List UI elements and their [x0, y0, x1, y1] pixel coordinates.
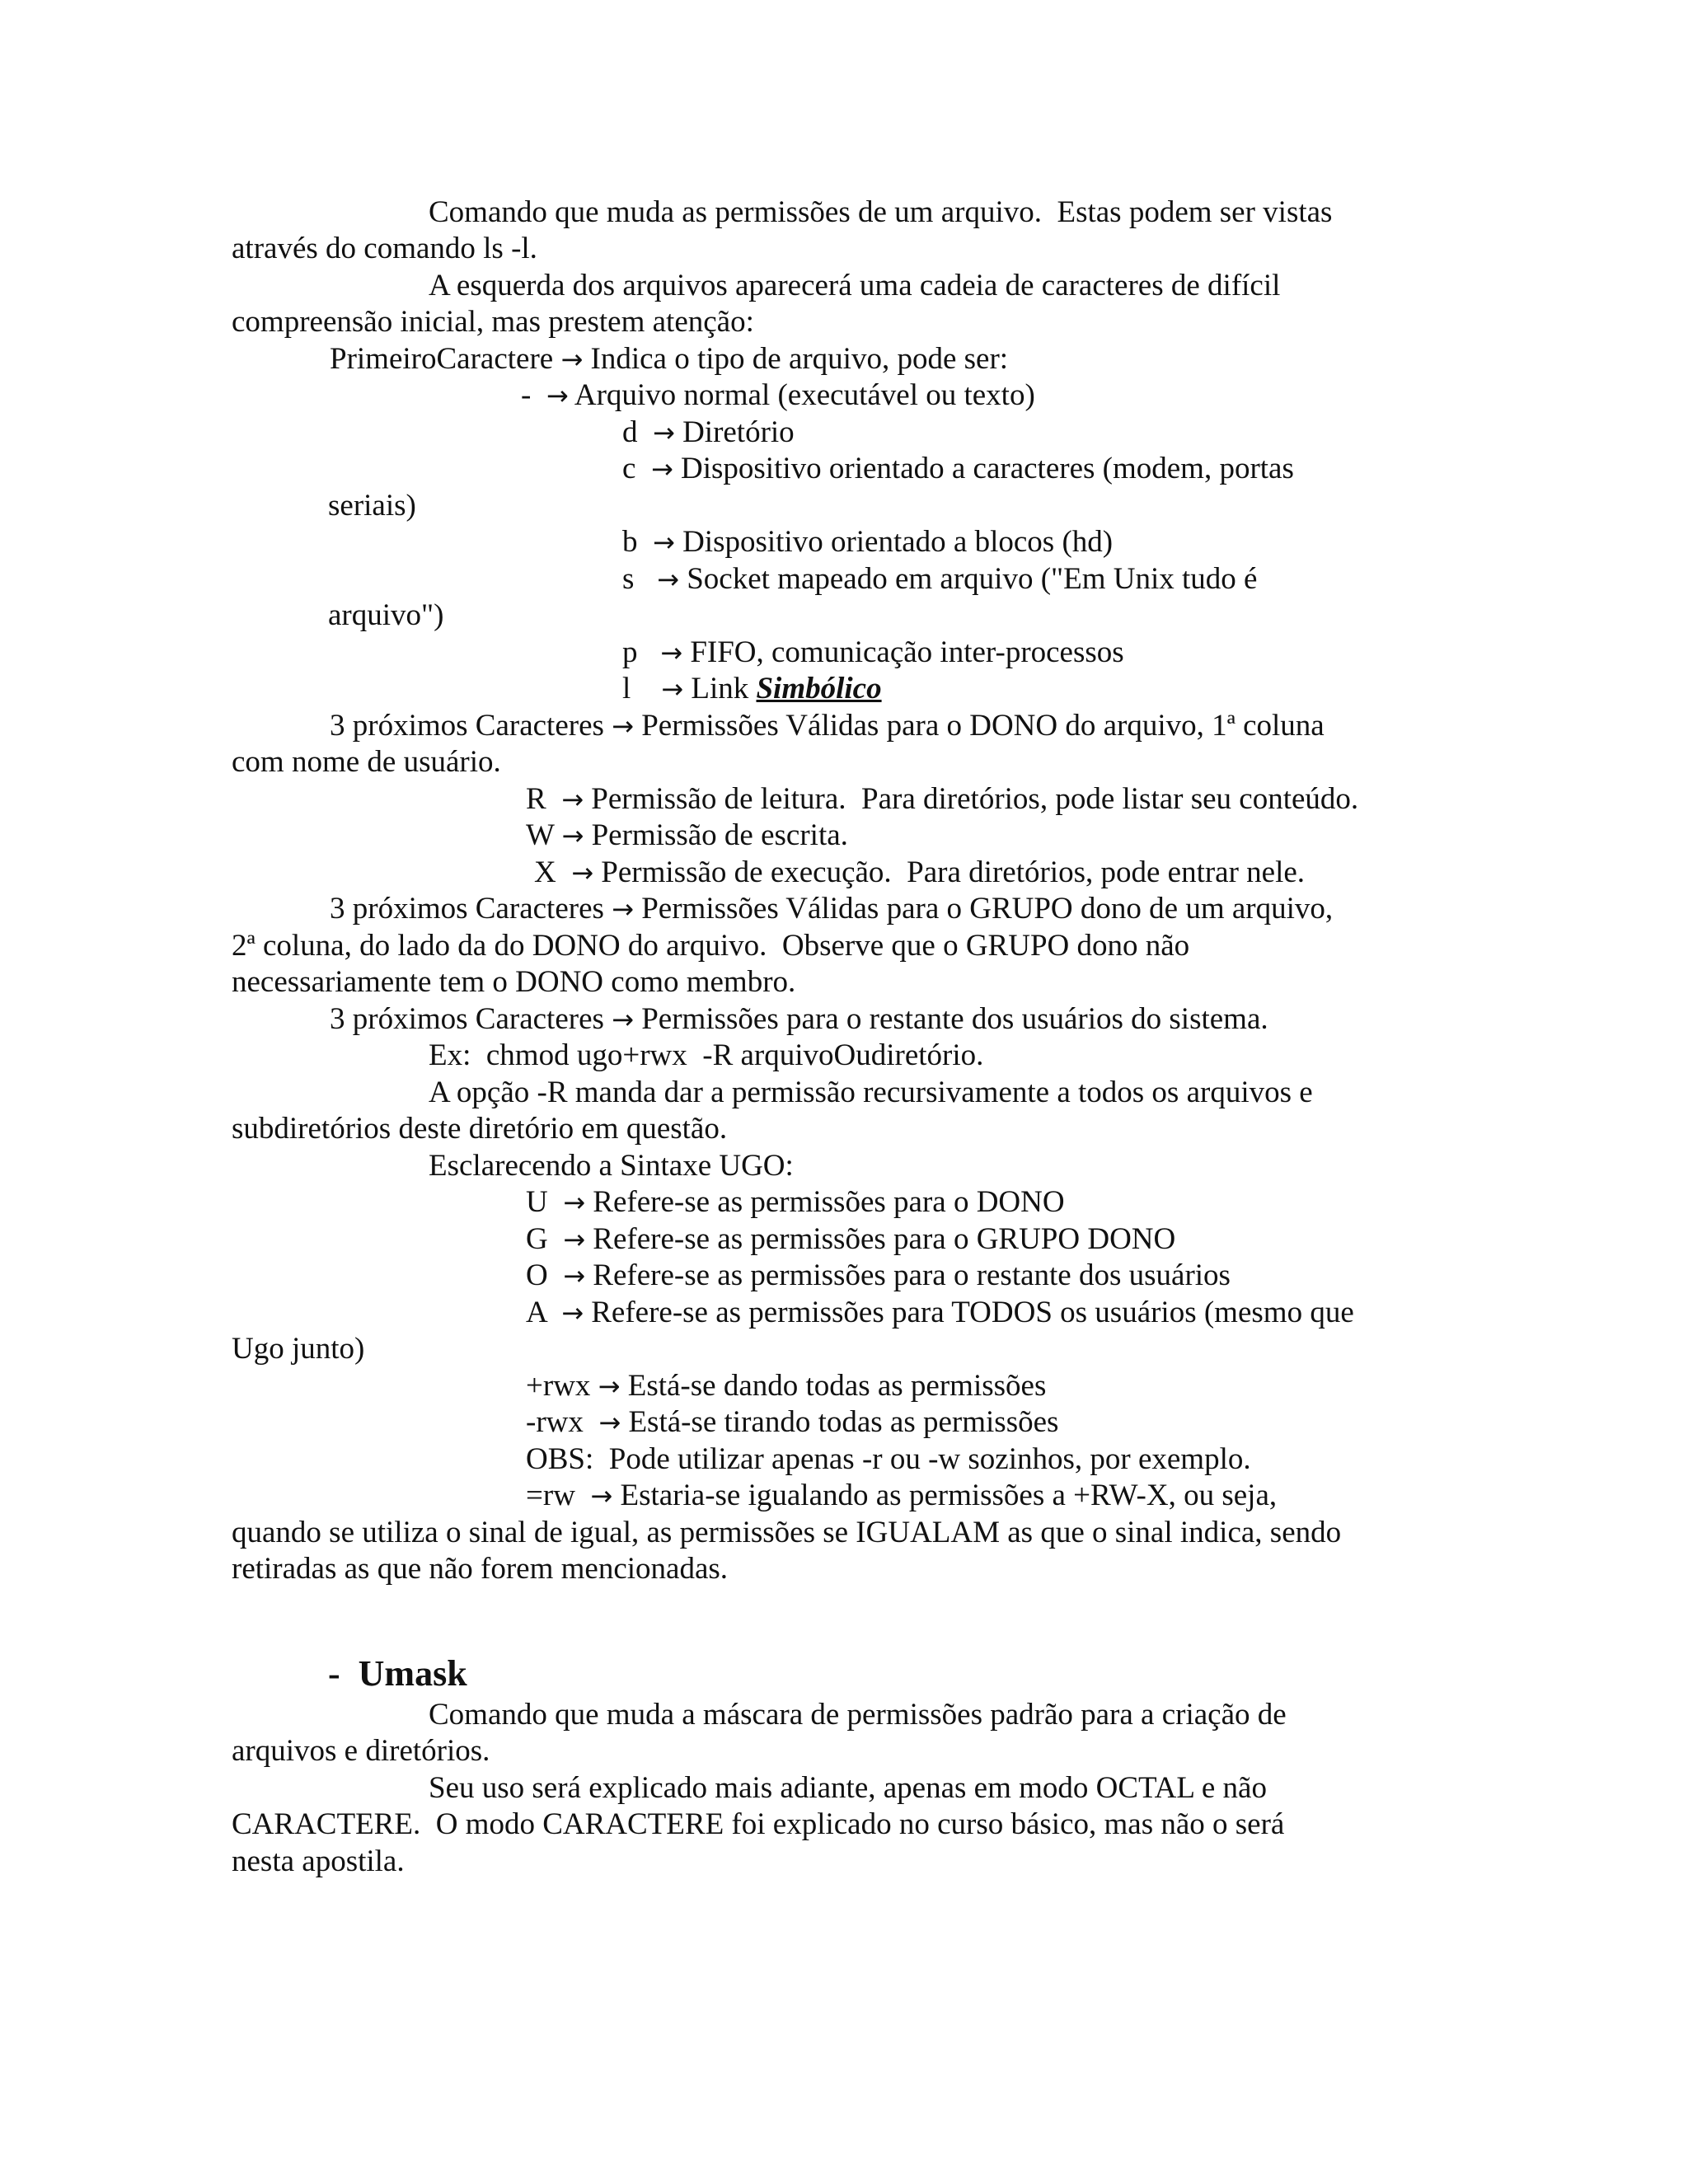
others-perms-desc: Permissões para o restante dos usuários do sistema. [641, 1002, 1268, 1036]
group-perms-line [330, 891, 1333, 927]
arrow-icon: → [657, 564, 679, 595]
file-type-item [622, 451, 1294, 487]
file-type-key: d [622, 415, 638, 449]
file-type-item [622, 415, 795, 451]
ugo-desc: Refere-se as permissões para o GRUPO DONO [593, 1222, 1176, 1256]
arrow-icon: → [661, 673, 684, 705]
ugo-title: Esclarecendo a Sintaxe UGO: [429, 1149, 794, 1183]
owner-perms-line-2: com nome de usuário. [232, 745, 501, 779]
file-type-desc: Socket mapeado em arquivo ("Em Unix tudo é [687, 562, 1258, 596]
minus-rwx-line [526, 1404, 1058, 1441]
file-type-desc: Dispositivo orientado a blocos (hd) [682, 525, 1114, 559]
perm-key: X [534, 855, 556, 889]
perm-desc: Permissão de leitura. Para diretórios, pode listar seu conteúdo. [591, 782, 1359, 816]
r-option-line-2: subdiretórios deste diretório em questão. [232, 1112, 728, 1146]
ugo-desc: Refere-se as permissões para TODOS os usuários (mesmo que [591, 1296, 1354, 1329]
plus-rwx-line [526, 1368, 1046, 1404]
perm-desc: Permissão de execução. Para diretórios, pode entrar nele. [601, 855, 1306, 889]
r-option-line-1: A opção -R manda dar a permissão recursivamente a todos os arquivos e [429, 1076, 1313, 1109]
file-type-item [622, 561, 1257, 598]
ugo-item [526, 1258, 1231, 1294]
arrow-icon: → [560, 344, 584, 375]
arrow-icon: → [561, 784, 584, 815]
ugo-desc: Refere-se as permissões para o DONO [593, 1185, 1065, 1219]
file-type-key: l [622, 672, 631, 705]
ugo-key: G [526, 1222, 548, 1256]
file-type-item [622, 671, 882, 707]
arrow-icon: → [653, 417, 675, 448]
ugo-key: O [526, 1258, 548, 1292]
arrow-icon: → [571, 857, 594, 888]
chmod-intro-line-1: Comando que muda as permissões de um arquivo. Estas podem ser vistas [429, 195, 1333, 229]
arrow-icon: → [561, 820, 584, 851]
arrow-icon: → [598, 1371, 621, 1402]
umask-para2-line-3: nesta apostila. [232, 1844, 405, 1878]
chmod-intro-line-2: através do comando ls -l. [232, 232, 537, 265]
file-type-desc: Arquivo normal (executável ou texto) [574, 378, 1035, 412]
eq-rw-line-3: retiradas as que não forem mencionadas. [232, 1552, 729, 1586]
arrow-icon: → [650, 453, 673, 485]
ugo-item [526, 1221, 1175, 1258]
plus-rwx-key: +rwx [526, 1369, 591, 1403]
others-perms-line [330, 1001, 1268, 1038]
arrow-icon: → [590, 1480, 613, 1511]
file-type-item [622, 524, 1113, 560]
arrow-icon: → [612, 893, 634, 925]
eq-rw-desc: Estaria-se igualando as permissões a +RW-X, ou seja, [620, 1479, 1278, 1512]
arrow-icon: → [563, 1260, 586, 1291]
file-type-desc: Link [691, 672, 757, 705]
perm-desc: Permissão de escrita. [591, 818, 848, 852]
umask-para1-line-1: Comando que muda a máscara de permissões padrão para a criação de [429, 1698, 1287, 1732]
ugo-item [526, 1295, 1354, 1331]
file-type-key: b [622, 525, 638, 559]
arrow-icon: → [653, 527, 675, 558]
chmod-example: Ex: chmod ugo+rwx -R arquivoOudiretório. [429, 1038, 984, 1072]
arrow-icon: → [660, 637, 683, 668]
umask-para2-line-1: Seu uso será explicado mais adiante, apenas em modo OCTAL e não [429, 1771, 1267, 1805]
ugo-continuation: Ugo junto) [232, 1332, 365, 1366]
group-perms-line-2: 2ª coluna, do lado da do DONO do arquivo. Observe que o GRUPO dono não [232, 929, 1190, 963]
file-type-item [521, 377, 1035, 414]
perm-key: W [526, 818, 555, 852]
chmod-para2-line-2: compreensão inicial, mas prestem atenção: [232, 305, 754, 339]
arrow-icon: → [563, 1224, 586, 1255]
minus-rwx-desc: Está-se tirando todas as permissões [628, 1405, 1059, 1439]
perm-item [534, 855, 1305, 891]
eq-rw-key: =rw [526, 1479, 575, 1512]
umask-heading: - Umask [328, 1653, 467, 1694]
arrow-icon: → [612, 710, 634, 742]
file-type-key: s [622, 562, 635, 596]
others-perms-label: 3 próximos Caracteres [330, 1002, 604, 1036]
file-type-desc: Dispositivo orientado a caracteres (modem, portas [681, 452, 1294, 485]
umask-para1-line-2: arquivos e diretórios. [232, 1734, 490, 1768]
group-perms-label: 3 próximos Caracteres [330, 892, 604, 926]
file-type-continuation: arquivo") [328, 598, 444, 632]
file-type-item [622, 635, 1124, 671]
eq-rw-line-2: quando se utiliza o sinal de igual, as permissões se IGUALAM as que o sinal indica, sendo [232, 1516, 1342, 1549]
ugo-item [526, 1184, 1065, 1221]
owner-perms-line [330, 708, 1325, 744]
obs-line: OBS: Pode utilizar apenas -r ou -w sozinhos, por exemplo. [526, 1442, 1251, 1476]
file-type-key: p [622, 635, 638, 669]
first-char-line [330, 341, 1008, 377]
perm-key: R [526, 782, 546, 816]
first-char-label: PrimeiroCaractere [330, 342, 554, 376]
chmod-para2-line-1: A esquerda dos arquivos aparecerá uma cadeia de caracteres de difícil [429, 269, 1281, 302]
minus-rwx-key: -rwx [526, 1405, 584, 1439]
ugo-key: A [526, 1296, 546, 1329]
arrow-icon: → [612, 1004, 634, 1035]
perm-item [526, 781, 1358, 818]
eq-rw-line [526, 1478, 1277, 1514]
plus-rwx-desc: Está-se dando todas as permissões [627, 1369, 1047, 1403]
file-type-continuation: seriais) [328, 489, 416, 523]
arrow-icon: → [546, 380, 569, 411]
file-type-desc: Diretório [682, 415, 795, 449]
file-type-desc: FIFO, comunicação inter-processos [690, 635, 1124, 669]
owner-perms-desc: Permissões Válidas para o DONO do arquivo, 1ª coluna [641, 709, 1325, 743]
arrow-icon: → [561, 1297, 584, 1329]
owner-perms-label: 3 próximos Caracteres [330, 709, 604, 743]
perm-item [526, 818, 848, 854]
ugo-key: U [526, 1185, 548, 1219]
arrow-icon: → [563, 1187, 586, 1218]
ugo-desc: Refere-se as permissões para o restante dos usuários [593, 1258, 1231, 1292]
group-perms-desc: Permissões Válidas para o GRUPO dono de um arquivo, [641, 892, 1334, 926]
group-perms-line-3: necessariamente tem o DONO como membro. [232, 965, 796, 999]
file-type-key: c [622, 452, 636, 485]
first-char-desc: Indica o tipo de arquivo, pode ser: [590, 342, 1009, 376]
emphasized-word: Simbólico [756, 672, 882, 705]
umask-para2-line-2: CARACTERE. O modo CARACTERE foi explicado no curso básico, mas não o será [232, 1807, 1285, 1841]
arrow-icon: → [598, 1407, 621, 1438]
file-type-key: - [521, 378, 532, 412]
